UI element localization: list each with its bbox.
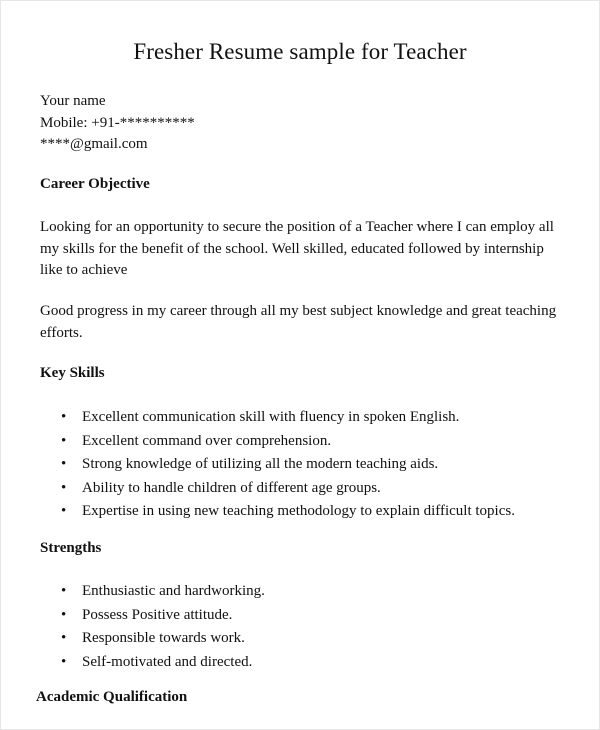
list-item: • Excellent command over comprehension. xyxy=(1,430,515,454)
academic-qualification-heading: Academic Qualification xyxy=(36,689,188,705)
document-title: Fresher Resume sample for Teacher xyxy=(133,39,467,64)
contact-block xyxy=(40,91,195,156)
list-item: • Responsible towards work. xyxy=(1,627,265,651)
list-item: • Excellent communication skill with fluency in spoken English. xyxy=(1,406,515,430)
bullet-icon: • xyxy=(61,630,67,646)
career-objective-paragraph-2: Good progress in my career through all my best subject knowledge and great teaching efforts. xyxy=(40,303,557,341)
list-item: • Self-motivated and directed. xyxy=(1,651,265,675)
strengths-list xyxy=(1,580,265,674)
key-skills-heading: Key Skills xyxy=(40,365,105,381)
list-item: • Strong knowledge of utilizing all the modern teaching aids. xyxy=(1,453,515,477)
bullet-icon: • xyxy=(61,503,67,519)
bullet-icon: • xyxy=(61,479,67,496)
bullet-icon: • xyxy=(61,606,67,623)
bullet-icon: • xyxy=(61,409,67,425)
bullet-icon: • xyxy=(61,456,67,472)
key-skills-list xyxy=(1,406,515,524)
bullet-icon: • xyxy=(61,432,67,449)
list-item: • Expertise in using new teaching methodology to explain difficult topics. xyxy=(1,500,515,524)
contact-name: Your name xyxy=(40,93,106,109)
bullet-icon: • xyxy=(61,583,67,599)
list-item: • Enthusiastic and hardworking. xyxy=(1,580,265,604)
list-item: • Possess Positive attitude. xyxy=(1,604,265,628)
contact-email: ****@gmail.com xyxy=(40,136,148,152)
strengths-heading: Strengths xyxy=(40,540,102,556)
career-objective-paragraph-1: Looking for an opportunity to secure the position of a Teacher where I can employ all my skills for the benefit of the school. Well skilled, educated followed by internship like to achieve xyxy=(40,219,554,278)
contact-mobile: Mobile: +91-********** xyxy=(40,114,195,131)
bullet-icon: • xyxy=(61,653,67,670)
list-item: • Ability to handle children of different age groups. xyxy=(1,477,515,501)
career-objective-heading: Career Objective xyxy=(40,176,150,192)
